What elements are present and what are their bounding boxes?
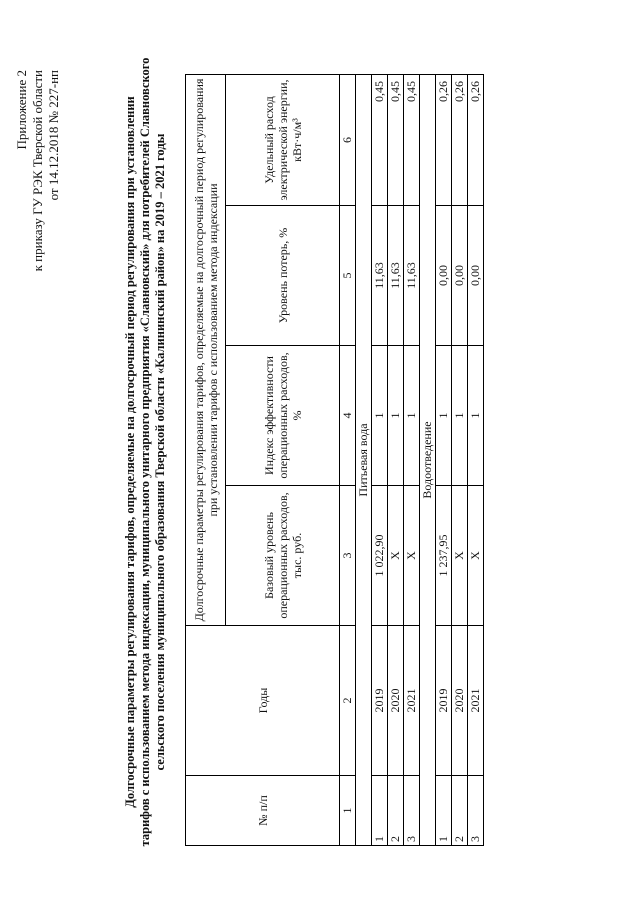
row-base-opex: X (388, 486, 404, 626)
row-num: 1 (372, 776, 388, 846)
row-losses: 11,63 (404, 206, 420, 346)
row-efficiency: 1 (388, 346, 404, 486)
row-energy: 0,45 (388, 74, 404, 205)
header-col6: Удельный расход электрической энергии, кВт·ч/м³ (226, 74, 340, 205)
row-losses: 0,00 (452, 206, 468, 346)
row-losses: 11,63 (372, 206, 388, 346)
table-row (404, 74, 420, 845)
table-row (468, 74, 484, 845)
title-line-1: Долгосрочные параметры регулирования тарифов, определяемые на долгосрочный период регулирования при установлении (123, 96, 137, 808)
section-title-sewage: Водоотведение (420, 74, 436, 845)
row-energy: 0,45 (372, 74, 388, 205)
index-cell: 6 (340, 74, 356, 205)
appendix-line-2: к приказу ГУ РЭК Тверской области (30, 70, 45, 272)
table-row (452, 74, 468, 845)
index-cell: 5 (340, 206, 356, 346)
header-group: Долгосрочные параметры регулирования тарифов, определяемые на долгосрочный период регулирования при установлении тарифов с использованием метода индексации (186, 74, 226, 625)
title-line-2: тарифов с использованием метода индексации, муниципального унитарного предприятия «Славновский» для потребителей Славновского (138, 57, 152, 847)
row-year: 2021 (404, 626, 420, 776)
row-year: 2020 (452, 626, 468, 776)
index-row (340, 74, 356, 845)
appendix-label (14, 70, 62, 271)
row-num: 3 (468, 776, 484, 846)
header-num: № п/п (186, 776, 340, 846)
row-losses: 0,00 (468, 206, 484, 346)
index-cell: 1 (340, 776, 356, 846)
row-efficiency: 1 (452, 346, 468, 486)
section-title-water: Питьевая вода (356, 74, 372, 845)
row-energy: 0,26 (468, 74, 484, 205)
row-energy: 0,26 (436, 74, 452, 205)
header-years: Годы (186, 626, 340, 776)
title-line-3: сельского поселения муниципального образования Тверской области «Калининский район» на 2019 – 2021 годы (153, 133, 167, 771)
index-cell: 3 (340, 486, 356, 626)
row-year: 2020 (388, 626, 404, 776)
row-year: 2021 (468, 626, 484, 776)
row-year: 2019 (436, 626, 452, 776)
parameters-table (185, 74, 484, 846)
header-col3: Базовый уровень операционных расходов, тыс. руб. (226, 486, 340, 626)
row-num: 3 (404, 776, 420, 846)
row-losses: 11,63 (388, 206, 404, 346)
document-title (123, 0, 168, 904)
index-cell: 4 (340, 346, 356, 486)
row-efficiency: 1 (404, 346, 420, 486)
row-base-opex: X (452, 486, 468, 626)
header-col5: Уровень потерь, % (226, 206, 340, 346)
row-base-opex: X (468, 486, 484, 626)
row-energy: 0,45 (404, 74, 420, 205)
table-row (388, 74, 404, 845)
appendix-line-3: от 14.12.2018 № 227-нп (46, 70, 61, 201)
appendix-line-1: Приложение 2 (14, 70, 29, 150)
table-row (372, 74, 388, 845)
row-year: 2019 (372, 626, 388, 776)
row-base-opex: X (404, 486, 420, 626)
row-base-opex: 1 237,95 (436, 486, 452, 626)
row-efficiency: 1 (436, 346, 452, 486)
index-cell: 2 (340, 626, 356, 776)
row-energy: 0,26 (452, 74, 468, 205)
row-losses: 0,00 (436, 206, 452, 346)
table-row (436, 74, 452, 845)
row-efficiency: 1 (372, 346, 388, 486)
row-num: 2 (388, 776, 404, 846)
header-col4: Индекс эффективности операционных расходов, % (226, 346, 340, 486)
row-efficiency: 1 (468, 346, 484, 486)
row-num: 2 (452, 776, 468, 846)
row-base-opex: 1 022,90 (372, 486, 388, 626)
row-num: 1 (436, 776, 452, 846)
